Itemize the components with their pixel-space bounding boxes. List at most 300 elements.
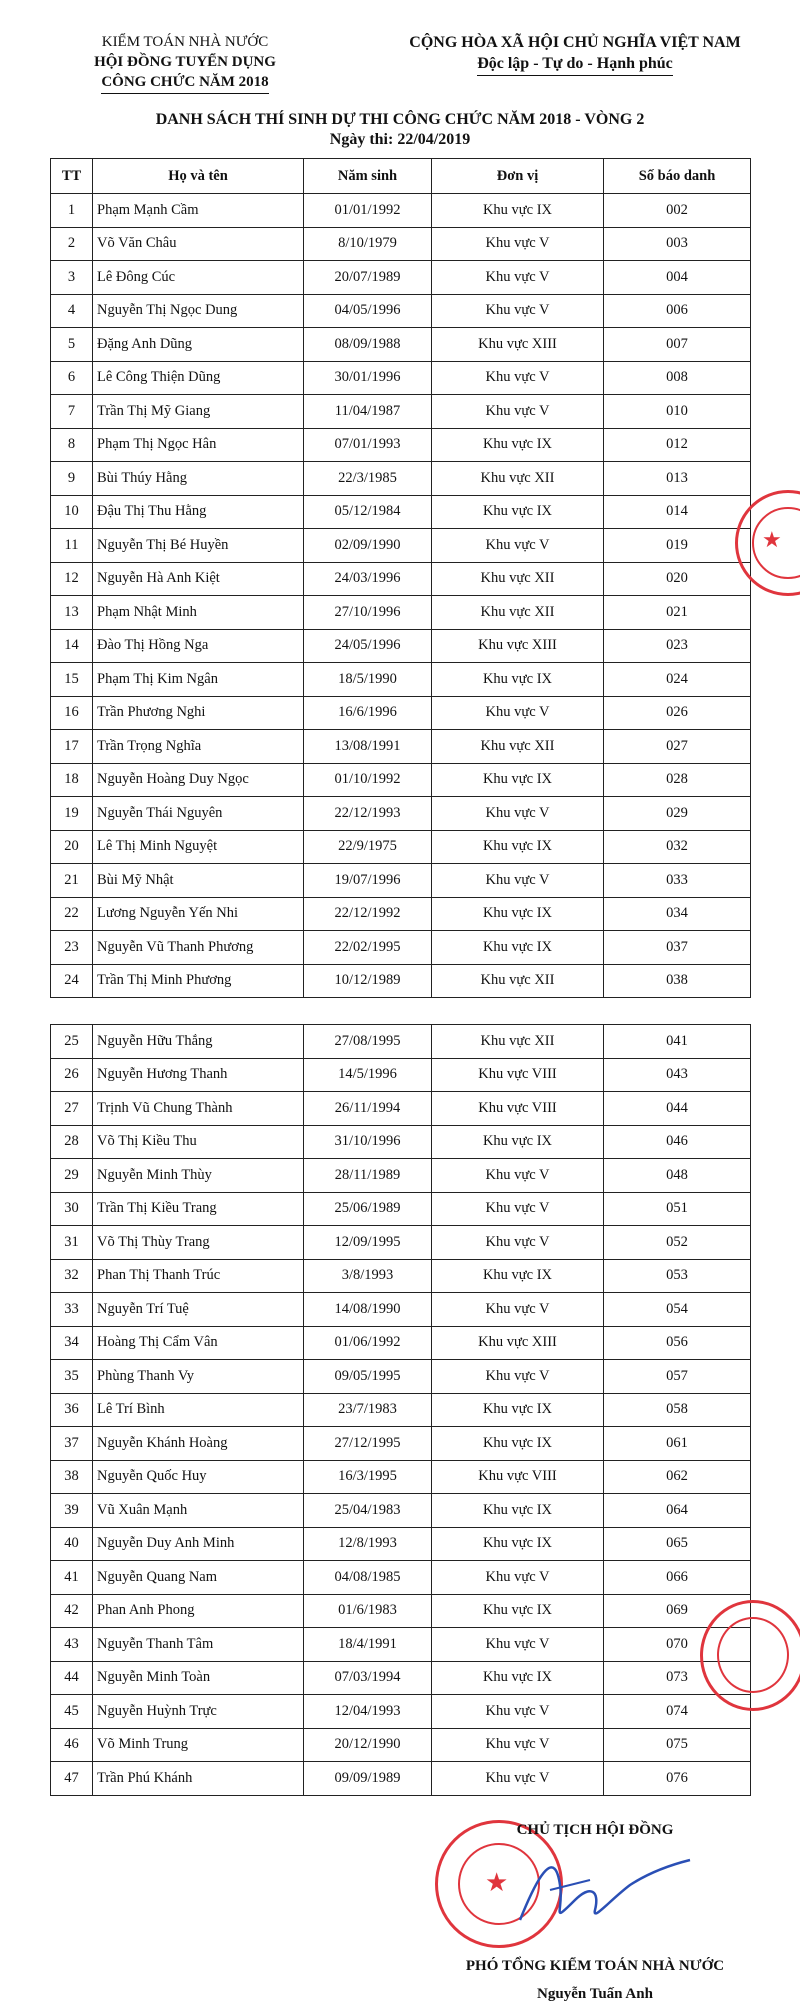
handwritten-signature	[480, 1830, 700, 1940]
cell-name: Phùng Thanh Vy	[93, 1360, 304, 1394]
cell-tt: 29	[51, 1159, 93, 1193]
cell-tt: 31	[51, 1226, 93, 1260]
cell-tt: 15	[51, 663, 93, 697]
cell-tt: 36	[51, 1393, 93, 1427]
cell-name: Bùi Mỹ Nhật	[93, 864, 304, 898]
cell-tt: 47	[51, 1762, 93, 1796]
cell-candidate-number: 010	[604, 395, 751, 429]
table-row	[51, 629, 751, 663]
table-row	[51, 562, 751, 596]
cell-candidate-number: 057	[604, 1360, 751, 1394]
cell-tt: 9	[51, 462, 93, 496]
cell-unit: Khu vực VIII	[432, 1092, 604, 1126]
table-row	[51, 1594, 751, 1628]
cell-tt: 3	[51, 261, 93, 295]
cell-tt: 16	[51, 696, 93, 730]
table-row	[51, 529, 751, 563]
table-row	[51, 462, 751, 496]
table-row	[51, 1427, 751, 1461]
cell-name: Đặng Anh Dũng	[93, 328, 304, 362]
table-row	[51, 428, 751, 462]
cell-candidate-number: 012	[604, 428, 751, 462]
cell-unit: Khu vực V	[432, 1728, 604, 1762]
table-row	[51, 1695, 751, 1729]
cell-unit: Khu vực V	[432, 797, 604, 831]
cell-tt: 32	[51, 1259, 93, 1293]
cell-unit: Khu vực IX	[432, 663, 604, 697]
cell-candidate-number: 006	[604, 294, 751, 328]
cell-candidate-number: 002	[604, 194, 751, 228]
table-row	[51, 1494, 751, 1528]
cell-tt: 7	[51, 395, 93, 429]
cell-birth-year: 27/12/1995	[304, 1427, 432, 1461]
cell-name: Võ Thị Kiều Thu	[93, 1125, 304, 1159]
table-row	[51, 931, 751, 965]
cell-name: Võ Văn Châu	[93, 227, 304, 261]
cell-unit: Khu vực XII	[432, 562, 604, 596]
cell-birth-year: 25/04/1983	[304, 1494, 432, 1528]
cell-tt: 22	[51, 897, 93, 931]
cell-name: Phạm Thị Kim Ngân	[93, 663, 304, 697]
cell-name: Lê Đông Cúc	[93, 261, 304, 295]
cell-candidate-number: 034	[604, 897, 751, 931]
cell-name: Nguyễn Quốc Huy	[93, 1460, 304, 1494]
cell-candidate-number: 029	[604, 797, 751, 831]
cell-candidate-number: 074	[604, 1695, 751, 1729]
cell-name: Nguyễn Duy Anh Minh	[93, 1527, 304, 1561]
cell-tt: 14	[51, 629, 93, 663]
table-row	[51, 495, 751, 529]
cell-birth-year: 01/10/1992	[304, 763, 432, 797]
cell-unit: Khu vực IX	[432, 897, 604, 931]
cell-unit: Khu vực IX	[432, 1259, 604, 1293]
cell-candidate-number: 038	[604, 964, 751, 998]
table-row	[51, 294, 751, 328]
table-row	[51, 261, 751, 295]
cell-tt: 35	[51, 1360, 93, 1394]
col-header-name: Họ và tên	[93, 159, 304, 194]
cell-birth-year: 18/5/1990	[304, 663, 432, 697]
star-icon: ★	[762, 527, 782, 552]
cell-birth-year: 07/03/1994	[304, 1661, 432, 1695]
cell-tt: 18	[51, 763, 93, 797]
cell-birth-year: 3/8/1993	[304, 1259, 432, 1293]
cell-tt: 25	[51, 1025, 93, 1059]
cell-candidate-number: 008	[604, 361, 751, 395]
cell-unit: Khu vực V	[432, 395, 604, 429]
cell-unit: Khu vực V	[432, 1695, 604, 1729]
cell-name: Nguyễn Thái Nguyên	[93, 797, 304, 831]
cell-name: Lê Công Thiện Dũng	[93, 361, 304, 395]
cell-birth-year: 27/08/1995	[304, 1025, 432, 1059]
cell-tt: 33	[51, 1293, 93, 1327]
cell-birth-year: 09/09/1989	[304, 1762, 432, 1796]
table-row	[51, 1360, 751, 1394]
table-row	[51, 1092, 751, 1126]
cell-candidate-number: 013	[604, 462, 751, 496]
cell-unit: Khu vực V	[432, 1293, 604, 1327]
cell-candidate-number: 061	[604, 1427, 751, 1461]
cell-unit: Khu vực XII	[432, 964, 604, 998]
cell-unit: Khu vực IX	[432, 1594, 604, 1628]
star-icon: ★	[485, 1868, 509, 1897]
cell-name: Hoàng Thị Cẩm Vân	[93, 1326, 304, 1360]
cell-name: Nguyễn Trí Tuệ	[93, 1293, 304, 1327]
cell-unit: Khu vực VIII	[432, 1058, 604, 1092]
candidate-table-part1	[50, 158, 751, 998]
cell-candidate-number: 020	[604, 562, 751, 596]
cell-birth-year: 05/12/1984	[304, 495, 432, 529]
table-row	[51, 763, 751, 797]
cell-candidate-number: 054	[604, 1293, 751, 1327]
cell-name: Võ Minh Trung	[93, 1728, 304, 1762]
cell-birth-year: 24/05/1996	[304, 629, 432, 663]
cell-tt: 26	[51, 1058, 93, 1092]
cell-unit: Khu vực IX	[432, 830, 604, 864]
cell-candidate-number: 037	[604, 931, 751, 965]
cell-name: Phan Anh Phong	[93, 1594, 304, 1628]
cell-name: Nguyễn Thị Ngọc Dung	[93, 294, 304, 328]
cell-unit: Khu vực IX	[432, 495, 604, 529]
cell-name: Phan Thị Thanh Trúc	[93, 1259, 304, 1293]
cell-unit: Khu vực V	[432, 294, 604, 328]
table-row	[51, 696, 751, 730]
cell-tt: 12	[51, 562, 93, 596]
cell-candidate-number: 070	[604, 1628, 751, 1662]
table-row	[51, 194, 751, 228]
cell-tt: 11	[51, 529, 93, 563]
cell-unit: Khu vực IX	[432, 194, 604, 228]
cell-name: Trịnh Vũ Chung Thành	[93, 1092, 304, 1126]
cell-unit: Khu vực IX	[432, 1125, 604, 1159]
cell-name: Đậu Thị Thu Hằng	[93, 495, 304, 529]
table-row	[51, 1326, 751, 1360]
cell-unit: Khu vực V	[432, 1192, 604, 1226]
cell-birth-year: 14/5/1996	[304, 1058, 432, 1092]
cell-tt: 10	[51, 495, 93, 529]
cell-unit: Khu vực XIII	[432, 1326, 604, 1360]
cell-unit: Khu vực IX	[432, 428, 604, 462]
cell-birth-year: 24/03/1996	[304, 562, 432, 596]
cell-tt: 1	[51, 194, 93, 228]
cell-name: Bùi Thúy Hằng	[93, 462, 304, 496]
cell-unit: Khu vực IX	[432, 931, 604, 965]
cell-candidate-number: 073	[604, 1661, 751, 1695]
table-row	[51, 1293, 751, 1327]
document-title: DANH SÁCH THÍ SINH DỰ THI CÔNG CHỨC NĂM 2018 - VÒNG 2	[155, 111, 645, 128]
cell-unit: Khu vực V	[432, 1159, 604, 1193]
cell-birth-year: 16/3/1995	[304, 1460, 432, 1494]
cell-candidate-number: 048	[604, 1159, 751, 1193]
cell-birth-year: 10/12/1989	[304, 964, 432, 998]
country-line1: CỘNG HÒA XÃ HỘI CHỦ NGHĨA VIỆT NAM	[409, 34, 741, 51]
cell-birth-year: 12/04/1993	[304, 1695, 432, 1729]
cell-name: Nguyễn Hữu Thắng	[93, 1025, 304, 1059]
cell-tt: 6	[51, 361, 93, 395]
cell-candidate-number: 066	[604, 1561, 751, 1595]
cell-candidate-number: 041	[604, 1025, 751, 1059]
table-row	[51, 596, 751, 630]
cell-tt: 43	[51, 1628, 93, 1662]
cell-unit: Khu vực XII	[432, 596, 604, 630]
table-row	[51, 1125, 751, 1159]
cell-candidate-number: 053	[604, 1259, 751, 1293]
table-row	[51, 395, 751, 429]
cell-tt: 19	[51, 797, 93, 831]
cell-birth-year: 14/08/1990	[304, 1293, 432, 1327]
cell-birth-year: 12/8/1993	[304, 1527, 432, 1561]
table-row	[51, 964, 751, 998]
cell-name: Trần Phú Khánh	[93, 1762, 304, 1796]
cell-candidate-number: 032	[604, 830, 751, 864]
cell-candidate-number: 014	[604, 495, 751, 529]
table-row	[51, 361, 751, 395]
cell-birth-year: 22/12/1993	[304, 797, 432, 831]
cell-birth-year: 19/07/1996	[304, 864, 432, 898]
cell-name: Trần Phương Nghi	[93, 696, 304, 730]
cell-name: Trần Thị Kiều Trang	[93, 1192, 304, 1226]
cell-birth-year: 23/7/1983	[304, 1393, 432, 1427]
cell-candidate-number: 044	[604, 1092, 751, 1126]
table-row	[51, 1259, 751, 1293]
cell-birth-year: 30/01/1996	[304, 361, 432, 395]
cell-name: Đào Thị Hồng Nga	[93, 629, 304, 663]
cell-tt: 30	[51, 1192, 93, 1226]
cell-birth-year: 13/08/1991	[304, 730, 432, 764]
cell-tt: 45	[51, 1695, 93, 1729]
cell-birth-year: 27/10/1996	[304, 596, 432, 630]
cell-name: Nguyễn Minh Thùy	[93, 1159, 304, 1193]
cell-candidate-number: 046	[604, 1125, 751, 1159]
cell-unit: Khu vực VIII	[432, 1460, 604, 1494]
cell-candidate-number: 062	[604, 1460, 751, 1494]
table-row	[51, 797, 751, 831]
cell-unit: Khu vực V	[432, 696, 604, 730]
cell-unit: Khu vực IX	[432, 1393, 604, 1427]
cell-name: Võ Thị Thùy Trang	[93, 1226, 304, 1260]
cell-tt: 41	[51, 1561, 93, 1595]
table-row	[51, 1058, 751, 1092]
cell-birth-year: 22/3/1985	[304, 462, 432, 496]
cell-candidate-number: 033	[604, 864, 751, 898]
cell-birth-year: 07/01/1993	[304, 428, 432, 462]
cell-birth-year: 04/08/1985	[304, 1561, 432, 1595]
cell-candidate-number: 021	[604, 596, 751, 630]
cell-birth-year: 22/02/1995	[304, 931, 432, 965]
cell-candidate-number: 019	[604, 529, 751, 563]
table-row	[51, 1226, 751, 1260]
cell-birth-year: 01/01/1992	[304, 194, 432, 228]
table-row	[51, 663, 751, 697]
cell-unit: Khu vực IX	[432, 763, 604, 797]
cell-tt: 2	[51, 227, 93, 261]
table-row	[51, 1628, 751, 1662]
cell-name: Vũ Xuân Mạnh	[93, 1494, 304, 1528]
cell-tt: 44	[51, 1661, 93, 1695]
cell-tt: 8	[51, 428, 93, 462]
cell-unit: Khu vực V	[432, 227, 604, 261]
table-row	[51, 1527, 751, 1561]
table-row	[51, 1661, 751, 1695]
cell-name: Lê Trí Bình	[93, 1393, 304, 1427]
cell-name: Phạm Mạnh Cầm	[93, 194, 304, 228]
org-line2: HỘI ĐỒNG TUYỂN DỤNG	[94, 54, 276, 70]
edge-stamp-lower	[700, 1600, 800, 1711]
col-header-candidate-number: Số báo danh	[604, 159, 751, 194]
cell-birth-year: 16/6/1996	[304, 696, 432, 730]
cell-birth-year: 11/04/1987	[304, 395, 432, 429]
cell-name: Nguyễn Vũ Thanh Phương	[93, 931, 304, 965]
cell-name: Nguyễn Thanh Tâm	[93, 1628, 304, 1662]
cell-tt: 42	[51, 1594, 93, 1628]
cell-candidate-number: 065	[604, 1527, 751, 1561]
cell-candidate-number: 024	[604, 663, 751, 697]
cell-unit: Khu vực IX	[432, 1427, 604, 1461]
cell-unit: Khu vực V	[432, 361, 604, 395]
cell-tt: 39	[51, 1494, 93, 1528]
signature-position: PHÓ TỔNG KIỂM TOÁN NHÀ NƯỚC	[465, 1958, 725, 1974]
cell-birth-year: 22/12/1992	[304, 897, 432, 931]
cell-candidate-number: 052	[604, 1226, 751, 1260]
cell-tt: 38	[51, 1460, 93, 1494]
table-row	[51, 1728, 751, 1762]
cell-candidate-number: 004	[604, 261, 751, 295]
table-row	[51, 730, 751, 764]
country-header	[380, 32, 770, 76]
cell-candidate-number: 076	[604, 1762, 751, 1796]
cell-name: Nguyễn Quang Nam	[93, 1561, 304, 1595]
cell-tt: 37	[51, 1427, 93, 1461]
cell-unit: Khu vực V	[432, 1360, 604, 1394]
exam-date: Ngày thi: 22/04/2019	[329, 131, 471, 148]
cell-birth-year: 18/4/1991	[304, 1628, 432, 1662]
table-row	[51, 328, 751, 362]
table-row	[51, 1460, 751, 1494]
cell-birth-year: 31/10/1996	[304, 1125, 432, 1159]
cell-unit: Khu vực XII	[432, 730, 604, 764]
table-row	[51, 864, 751, 898]
cell-candidate-number: 026	[604, 696, 751, 730]
cell-candidate-number: 075	[604, 1728, 751, 1762]
cell-unit: Khu vực V	[432, 1226, 604, 1260]
table-row	[51, 1561, 751, 1595]
cell-birth-year: 22/9/1975	[304, 830, 432, 864]
cell-name: Trần Thị Mỹ Giang	[93, 395, 304, 429]
cell-name: Trần Trọng Nghĩa	[93, 730, 304, 764]
cell-candidate-number: 069	[604, 1594, 751, 1628]
candidate-table-part2	[50, 1024, 751, 1796]
cell-unit: Khu vực V	[432, 529, 604, 563]
cell-tt: 27	[51, 1092, 93, 1126]
col-header-unit: Đơn vị	[432, 159, 604, 194]
cell-unit: Khu vực V	[432, 1561, 604, 1595]
cell-tt: 13	[51, 596, 93, 630]
cell-name: Nguyễn Thị Bé Huyền	[93, 529, 304, 563]
cell-birth-year: 28/11/1989	[304, 1159, 432, 1193]
cell-birth-year: 08/09/1988	[304, 328, 432, 362]
cell-birth-year: 04/05/1996	[304, 294, 432, 328]
cell-name: Nguyễn Khánh Hoàng	[93, 1427, 304, 1461]
cell-tt: 4	[51, 294, 93, 328]
cell-unit: Khu vực XIII	[432, 328, 604, 362]
cell-name: Trần Thị Minh Phương	[93, 964, 304, 998]
cell-unit: Khu vực IX	[432, 1661, 604, 1695]
country-motto: Độc lập - Tự do - Hạnh phúc	[477, 53, 673, 76]
cell-birth-year: 02/09/1990	[304, 529, 432, 563]
table-row	[51, 1025, 751, 1059]
cell-name: Nguyễn Minh Toàn	[93, 1661, 304, 1695]
signature-role: CHỦ TỊCH HỘI ĐỒNG	[516, 1822, 674, 1838]
cell-name: Nguyễn Hoàng Duy Ngọc	[93, 763, 304, 797]
org-header	[70, 32, 300, 94]
cell-tt: 20	[51, 830, 93, 864]
signature-name: Nguyễn Tuấn Anh	[537, 1986, 653, 2002]
cell-name: Nguyễn Huỳnh Trực	[93, 1695, 304, 1729]
col-header-tt: TT	[51, 159, 93, 194]
cell-candidate-number: 043	[604, 1058, 751, 1092]
cell-name: Lê Thị Minh Nguyệt	[93, 830, 304, 864]
table-row	[51, 1159, 751, 1193]
table-row	[51, 1393, 751, 1427]
cell-tt: 21	[51, 864, 93, 898]
cell-birth-year: 26/11/1994	[304, 1092, 432, 1126]
cell-birth-year: 12/09/1995	[304, 1226, 432, 1260]
cell-birth-year: 09/05/1995	[304, 1360, 432, 1394]
cell-candidate-number: 027	[604, 730, 751, 764]
cell-birth-year: 01/6/1983	[304, 1594, 432, 1628]
cell-birth-year: 20/12/1990	[304, 1728, 432, 1762]
cell-candidate-number: 058	[604, 1393, 751, 1427]
cell-candidate-number: 028	[604, 763, 751, 797]
cell-candidate-number: 056	[604, 1326, 751, 1360]
cell-birth-year: 25/06/1989	[304, 1192, 432, 1226]
table-row	[51, 1192, 751, 1226]
org-line3: CÔNG CHỨC NĂM 2018	[101, 72, 268, 94]
cell-name: Nguyễn Hà Anh Kiệt	[93, 562, 304, 596]
cell-candidate-number: 007	[604, 328, 751, 362]
cell-name: Lương Nguyễn Yến Nhi	[93, 897, 304, 931]
cell-candidate-number: 064	[604, 1494, 751, 1528]
table-row	[51, 1762, 751, 1796]
cell-tt: 40	[51, 1527, 93, 1561]
cell-birth-year: 20/07/1989	[304, 261, 432, 295]
cell-tt: 34	[51, 1326, 93, 1360]
document-title-block	[0, 110, 800, 150]
cell-candidate-number: 051	[604, 1192, 751, 1226]
cell-name: Phạm Nhật Minh	[93, 596, 304, 630]
cell-tt: 17	[51, 730, 93, 764]
cell-unit: Khu vực XIII	[432, 629, 604, 663]
cell-unit: Khu vực IX	[432, 1527, 604, 1561]
cell-unit: Khu vực XII	[432, 1025, 604, 1059]
cell-tt: 46	[51, 1728, 93, 1762]
cell-name: Nguyễn Hương Thanh	[93, 1058, 304, 1092]
cell-candidate-number: 023	[604, 629, 751, 663]
cell-unit: Khu vực XII	[432, 462, 604, 496]
col-header-birth-year: Năm sinh	[304, 159, 432, 194]
cell-tt: 23	[51, 931, 93, 965]
org-line1: KIỂM TOÁN NHÀ NƯỚC	[101, 34, 269, 50]
table-row	[51, 830, 751, 864]
cell-unit: Khu vực V	[432, 1762, 604, 1796]
cell-unit: Khu vực V	[432, 261, 604, 295]
cell-tt: 5	[51, 328, 93, 362]
cell-candidate-number: 003	[604, 227, 751, 261]
cell-tt: 24	[51, 964, 93, 998]
cell-name: Phạm Thị Ngọc Hân	[93, 428, 304, 462]
cell-unit: Khu vực IX	[432, 1494, 604, 1528]
table-row	[51, 897, 751, 931]
